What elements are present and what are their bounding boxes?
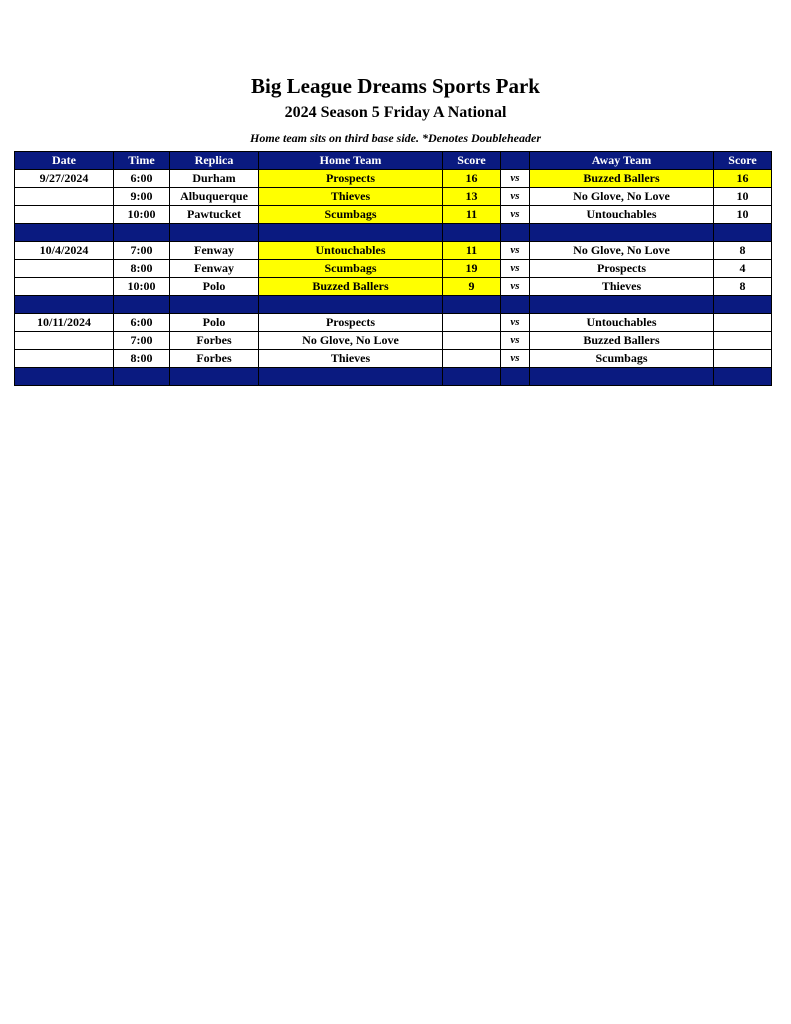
cell-time: 10:00	[114, 206, 170, 224]
separator-cell	[15, 224, 114, 242]
cell-away-score	[714, 350, 772, 368]
cell-home-score: 13	[443, 188, 501, 206]
cell-replica: Albuquerque	[170, 188, 259, 206]
page-subtitle: 2024 Season 5 Friday A National	[284, 104, 507, 121]
schedule-note: Home team sits on third base side. *Denotes Doubleheader	[250, 131, 541, 145]
cell-home-score	[443, 332, 501, 350]
cell-home-team: Prospects	[259, 314, 443, 332]
header-vs	[501, 152, 530, 170]
cell-time: 6:00	[114, 170, 170, 188]
cell-home-team: Thieves	[259, 188, 443, 206]
header-replica: Replica	[170, 152, 259, 170]
cell-home-team: No Glove, No Love	[259, 332, 443, 350]
cell-replica: Polo	[170, 278, 259, 296]
cell-away-score: 8	[714, 278, 772, 296]
cell-replica: Durham	[170, 170, 259, 188]
cell-vs: vs	[501, 206, 530, 224]
separator-cell	[170, 296, 259, 314]
cell-date	[15, 278, 114, 296]
table-row	[15, 314, 772, 332]
cell-home-team: Buzzed Ballers	[259, 278, 443, 296]
table-row	[15, 188, 772, 206]
separator-cell	[714, 224, 772, 242]
separator-cell	[114, 368, 170, 386]
cell-replica: Forbes	[170, 350, 259, 368]
separator-cell	[501, 368, 530, 386]
cell-home-team: Untouchables	[259, 242, 443, 260]
separator-cell	[530, 224, 714, 242]
cell-home-score: 16	[443, 170, 501, 188]
separator-cell	[501, 296, 530, 314]
schedule-body	[15, 170, 772, 386]
cell-time: 9:00	[114, 188, 170, 206]
cell-away-team: Buzzed Ballers	[530, 332, 714, 350]
table-row	[15, 350, 772, 368]
cell-home-team: Scumbags	[259, 260, 443, 278]
cell-home-score	[443, 350, 501, 368]
cell-away-score: 10	[714, 206, 772, 224]
separator-cell	[443, 224, 501, 242]
cell-time: 8:00	[114, 350, 170, 368]
cell-time: 10:00	[114, 278, 170, 296]
cell-home-team: Prospects	[259, 170, 443, 188]
cell-time: 8:00	[114, 260, 170, 278]
header-away-score: Score	[714, 152, 772, 170]
week-separator-row	[15, 368, 772, 386]
separator-cell	[501, 224, 530, 242]
separator-cell	[530, 368, 714, 386]
cell-replica: Polo	[170, 314, 259, 332]
separator-cell	[443, 296, 501, 314]
cell-home-score	[443, 314, 501, 332]
table-row	[15, 206, 772, 224]
cell-replica: Forbes	[170, 332, 259, 350]
cell-date	[15, 188, 114, 206]
cell-away-team: No Glove, No Love	[530, 242, 714, 260]
table-row	[15, 278, 772, 296]
cell-home-team: Thieves	[259, 350, 443, 368]
separator-cell	[714, 296, 772, 314]
schedule-table	[14, 151, 772, 386]
table-row	[15, 170, 772, 188]
cell-home-score: 11	[443, 206, 501, 224]
cell-vs: vs	[501, 170, 530, 188]
cell-away-team: Thieves	[530, 278, 714, 296]
header-home-score: Score	[443, 152, 501, 170]
cell-time: 6:00	[114, 314, 170, 332]
separator-cell	[259, 296, 443, 314]
separator-cell	[259, 368, 443, 386]
header-date: Date	[15, 152, 114, 170]
cell-away-team: Prospects	[530, 260, 714, 278]
header-time: Time	[114, 152, 170, 170]
header-row	[15, 152, 772, 170]
cell-away-score: 16	[714, 170, 772, 188]
separator-cell	[114, 296, 170, 314]
cell-date	[15, 260, 114, 278]
cell-replica: Pawtucket	[170, 206, 259, 224]
cell-vs: vs	[501, 242, 530, 260]
cell-vs: vs	[501, 314, 530, 332]
separator-cell	[170, 368, 259, 386]
cell-replica: Fenway	[170, 260, 259, 278]
cell-date	[15, 206, 114, 224]
cell-date: 10/4/2024	[15, 242, 114, 260]
cell-vs: vs	[501, 332, 530, 350]
cell-home-score: 19	[443, 260, 501, 278]
cell-date	[15, 332, 114, 350]
separator-cell	[15, 296, 114, 314]
cell-away-score	[714, 314, 772, 332]
cell-away-score	[714, 332, 772, 350]
page-title: Big League Dreams Sports Park	[251, 74, 540, 98]
cell-home-score: 11	[443, 242, 501, 260]
separator-cell	[15, 368, 114, 386]
separator-cell	[530, 296, 714, 314]
cell-date: 9/27/2024	[15, 170, 114, 188]
cell-time: 7:00	[114, 242, 170, 260]
cell-home-score: 9	[443, 278, 501, 296]
separator-cell	[443, 368, 501, 386]
table-row	[15, 260, 772, 278]
cell-away-team: Untouchables	[530, 314, 714, 332]
header-away-team: Away Team	[530, 152, 714, 170]
cell-vs: vs	[501, 188, 530, 206]
cell-vs: vs	[501, 350, 530, 368]
table-row	[15, 332, 772, 350]
cell-away-team: Buzzed Ballers	[530, 170, 714, 188]
cell-away-score: 10	[714, 188, 772, 206]
cell-away-team: No Glove, No Love	[530, 188, 714, 206]
cell-vs: vs	[501, 278, 530, 296]
header-home-team: Home Team	[259, 152, 443, 170]
cell-away-score: 4	[714, 260, 772, 278]
cell-vs: vs	[501, 260, 530, 278]
cell-replica: Fenway	[170, 242, 259, 260]
week-separator-row	[15, 224, 772, 242]
separator-cell	[114, 224, 170, 242]
cell-away-team: Untouchables	[530, 206, 714, 224]
separator-cell	[714, 368, 772, 386]
week-separator-row	[15, 296, 772, 314]
cell-date	[15, 350, 114, 368]
separator-cell	[170, 224, 259, 242]
cell-time: 7:00	[114, 332, 170, 350]
cell-away-score: 8	[714, 242, 772, 260]
separator-cell	[259, 224, 443, 242]
cell-date: 10/11/2024	[15, 314, 114, 332]
table-row	[15, 242, 772, 260]
cell-home-team: Scumbags	[259, 206, 443, 224]
cell-away-team: Scumbags	[530, 350, 714, 368]
